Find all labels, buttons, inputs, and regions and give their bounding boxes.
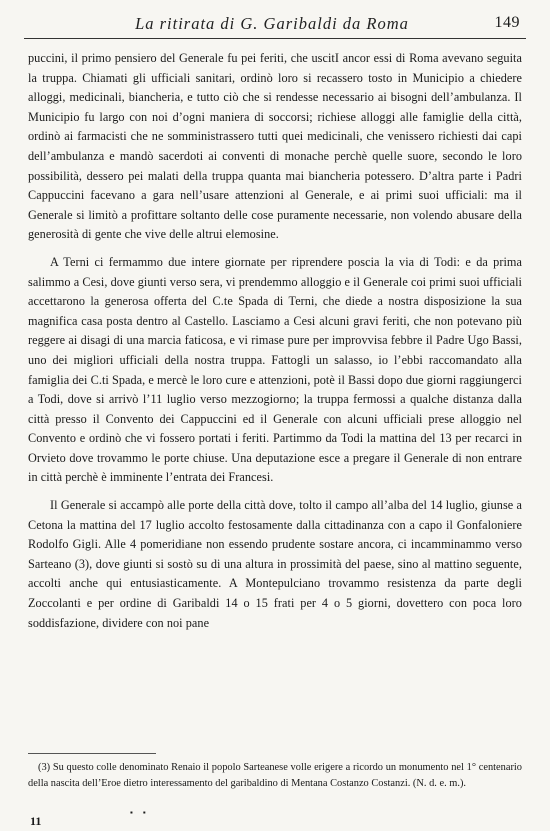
- footnote-text: (3) Su questo colle denominato Renaio il popolo Sarteanese volle erigere a ricordo un monumento nel 1° centenario della nascita dell’Eroe dietro interessamento del garibaldino di Mentana Costanzo Costanzi. (N. d. e. m.).: [28, 762, 522, 790]
- body-text: [28, 49, 522, 641]
- footnote: [28, 760, 522, 793]
- printer-signature: 11: [30, 814, 42, 828]
- running-header: [24, 14, 520, 40]
- header-rule: [24, 38, 526, 39]
- footnote-marks: ▪ ▪: [130, 808, 150, 817]
- paragraph-1: puccini, il primo pensiero del Generale fu pei feriti, che uscitI ancor essi di Roma avevano seguita la truppa. Chiamati gli ufficiali sanitari, ordinò loro si recassero tosto in Municipio a chiedere alloggi, medicinali, biancheria, e tutto ciò che si rendesse necessario ai bisogni dell’ambulanza. Il Municipio fu largo con noi d’ogni maniera di soccorsi; richiese alloggi alle famiglie della città, ordinò ai farmacisti che ne somministrassero tutti quei medicinali, che venissero richiesti dai capi dell’ambulanza e mandò sacerdoti ai conventi di monache perchè quelle suore, secondo le loro possibilità, dessero pei malati della truppa quanta mai biancheria potessero. D’altra parte i Padri Cappuccini facevano a gara nell’usare attenzioni al Generale, e ai primi suoi ufficiali: ma il Generale si limitò a profittare soltanto delle cose puramente necessarie, non volendo abusare della generosità di gente che vive delle altrui elemosine.: [28, 51, 522, 242]
- paragraph-2: A Terni ci fermammo due intere giornate per riprendere poscia la via di Todi: e da prima salimmo a Cesi, dove giunti verso sera, vi prendemmo alloggio e il Generale coi primi suoi ufficiali accettarono la generosa offerta del C.te Spada di Terni, che diede a nostra disposizione la sua magnifica casa posta dentro al Castello. Lasciamo a Cesi alcuni gravi feriti, che non potevano più reggere ai disagi di una marcia faticosa, e vi rimase pure per improvvisa febbre il Padre Ugo Bassi, uno dei migliori ufficiali della nostra truppa. Fattogli un salasso, io l’ebbi raccomandato alla famiglia dei C.ti Spada, e mercè le loro cure e attenzioni, potè il Bassi dopo due giorni raggiungerci a Todi, dove si arrivò l’11 luglio verso mezzogiorno; la truppa fermossi a qualche distanza dalla città presso il Convento dei Cappuccini ed il Generale con alcuni ufficiali prese alloggio nel Convento e ordinò che vi fossero portati i feriti. Partimmo da Todi la mattina del 13 per recarci in Orvieto dove trovammo le porte chiuse. Una deputazione esce a pregare il Generale di non entrare in città perchè è imminente l’entrata dei Francesi.: [28, 254, 522, 485]
- running-title: La ritirata di G. Garibaldi da Roma: [135, 14, 409, 33]
- paragraph-3: Il Generale si accampò alle porte della città dove, tolto il campo all’alba del 14 luglio, giunse a Cetona la mattina del 17 luglio accolto festosamente dalla cittadinanza con a capo il Gonfaloniere Rodolfo Gigli. Alle 4 pomeridiane non essendo prudente sostare ancora, ci incamminammo verso Sarteano (3), dove giunti si sostò su di una altura in prossimità del paese, sino al mattino seguente, accolti anche qui entusiasticamente. A Montepulciano trovammo resistenza da parte degli Zoccolanti e per ordine di Garibaldi 14 o 15 frati per 4 o 5 giorni, dovettero con poca loro soddisfazione, dividere con noi pane: [28, 498, 522, 630]
- footnote-rule: [28, 753, 156, 754]
- page-number: 149: [494, 14, 520, 31]
